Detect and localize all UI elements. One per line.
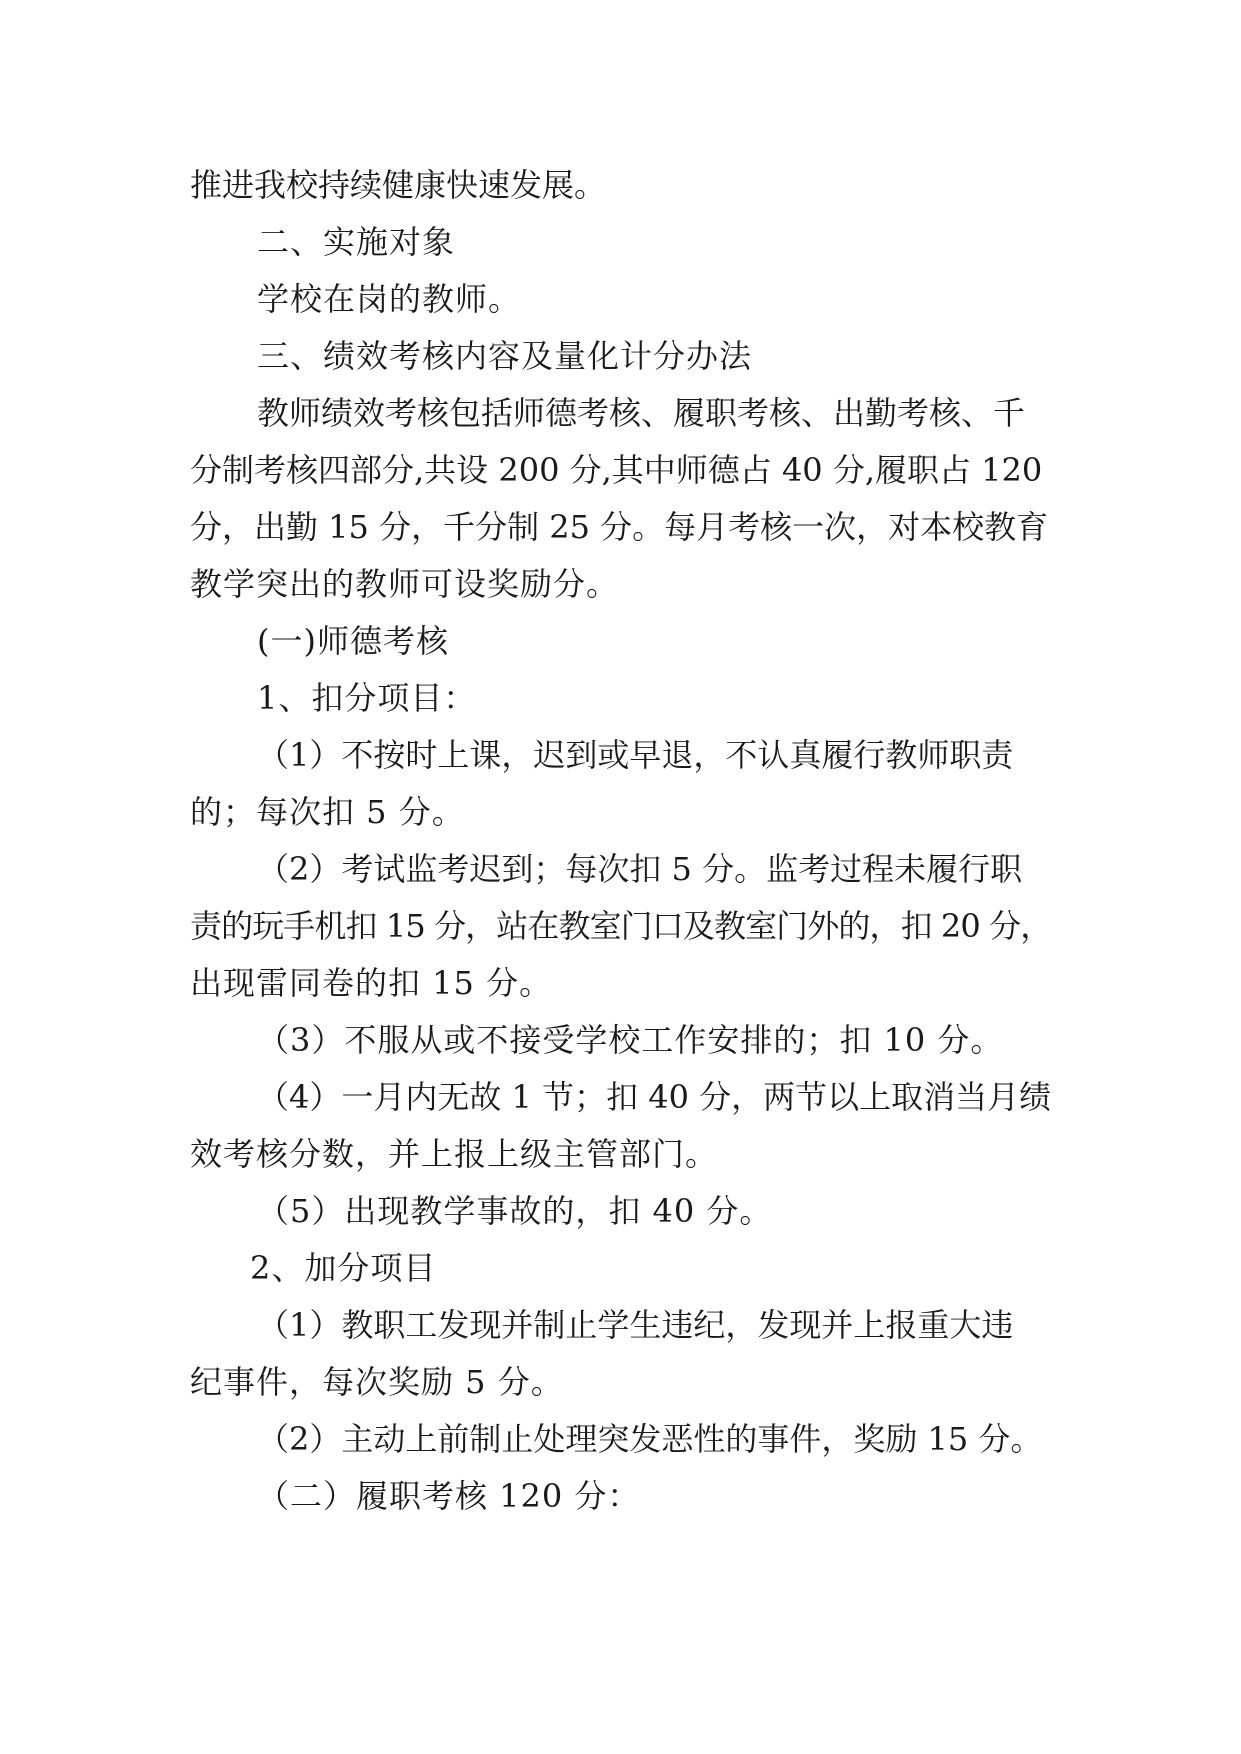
text-line: 推进我校持续健康快速发展。	[190, 166, 607, 204]
text-line: 的；每次扣 5 分。	[190, 793, 465, 831]
section-heading: 三、绩效考核内容及量化计分办法	[257, 337, 753, 375]
section-heading: 二、实施对象	[257, 223, 456, 261]
subsection-heading: 1、扣分项目：	[257, 679, 477, 717]
text-line: 效考核分数，并上报上级主管部门。	[190, 1135, 719, 1173]
text-line: 分，出勤 15 分，千分制 25 分。每月考核一次，对本校教育	[190, 508, 1049, 546]
text-line: 学校在岗的教师。	[257, 280, 522, 318]
subsection-heading: (一)师德考核	[257, 622, 449, 660]
list-item: （2）主动上前制止处理突发恶性的事件，奖励 15 分。	[257, 1420, 1043, 1458]
text-line: 纪事件，每次奖励 5 分。	[190, 1363, 564, 1401]
subsection-heading: （二）履职考核 120 分：	[257, 1477, 641, 1515]
list-item: （1）教职工发现并制止学生违纪，发现并上报重大违	[257, 1306, 1014, 1344]
text-line: 责的玩手机扣 15 分，站在教室门口及教室门外的，扣 20 分，	[190, 907, 1052, 945]
list-item: （2）考试监考迟到；每次扣 5 分。监考过程未履行职	[257, 850, 1023, 888]
subsection-heading: 2、加分项目	[250, 1249, 437, 1287]
text-line: 出现雷同卷的扣 15 分。	[190, 964, 553, 1002]
list-item: （4）一月内无故 1 节；扣 40 分，两节以上取消当月绩	[257, 1078, 1052, 1116]
list-item: （5）出现教学事故的，扣 40 分。	[257, 1192, 773, 1230]
text-line: 教学突出的教师可设奖励分。	[190, 565, 620, 603]
text-line: 教师绩效考核包括师德考核、履职考核、出勤考核、千	[257, 394, 1026, 432]
list-item: （1）不按时上课，迟到或早退，不认真履行教师职责	[257, 736, 1014, 774]
list-item: （3）不服从或不接受学校工作安排的；扣 10 分。	[257, 1021, 1004, 1059]
text-line: 分制考核四部分,共设 200 分,其中师德占 40 分,履职占 120	[190, 451, 1043, 489]
